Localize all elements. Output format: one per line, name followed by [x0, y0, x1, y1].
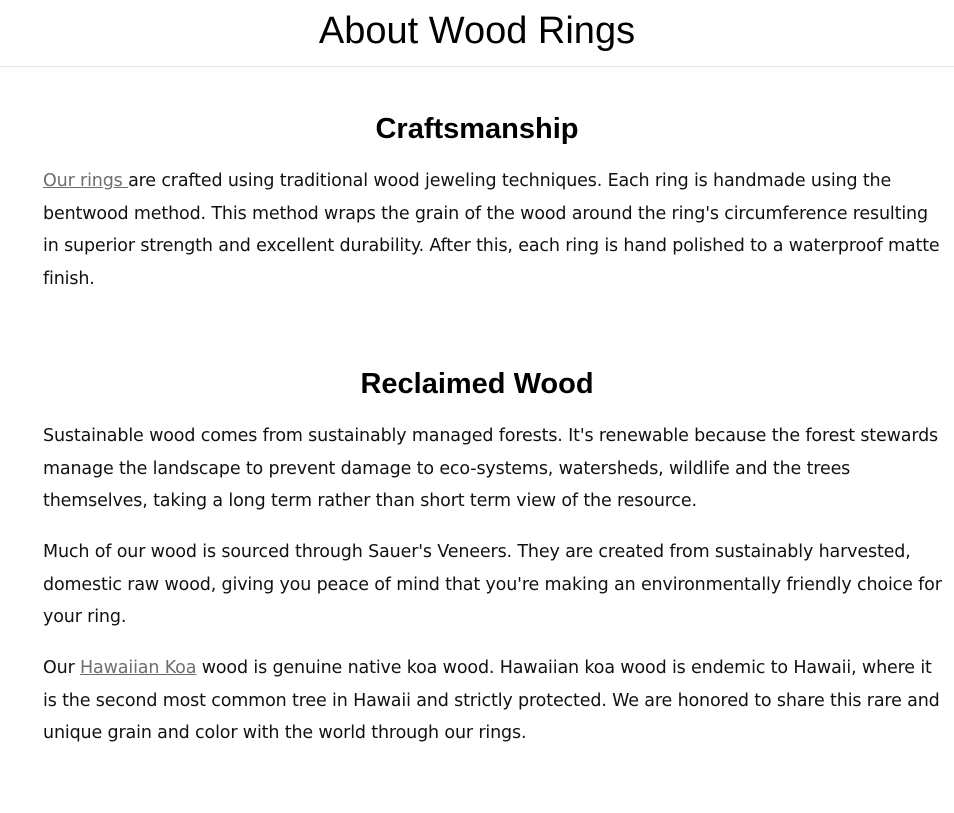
reclaimed-paragraph-3-prefix: Our	[43, 658, 81, 678]
reclaimed-wood-heading: Reclaimed Wood	[360, 368, 594, 400]
craftsmanship-paragraph-text: are crafted using traditional wood jeweling techniques. Each ring is handmade using the bentwood method. This method wraps the grain of the wood around the ring's circumference resulting in superior strength and excellent durability. After this, each ring is hand polished to a waterproof matte finish.	[43, 171, 940, 289]
hawaiian-koa-link[interactable]: Hawaiian Koa	[80, 658, 197, 678]
page-header	[0, 0, 954, 67]
reclaimed-paragraph-2: Much of our wood is sourced through Sauer's Veneers. They are created from sustainably harvested, domestic raw wood, giving you peace of mind that you're making an environmentally friendly choice for your ring.	[43, 542, 942, 627]
reclaimed-paragraph-3	[43, 652, 948, 750]
page-title: About Wood Rings	[318, 10, 636, 52]
our-rings-link[interactable]: Our rings	[43, 171, 129, 191]
reclaimed-paragraph-3-text: wood is genuine native koa wood. Hawaiian koa wood is endemic to Hawaii, where it is the second most common tree in Hawaii and strictly protected. We are honored to share this rare and unique grain and color with the world through our rings.	[43, 658, 940, 743]
reclaimed-paragraph-1: Sustainable wood comes from sustainably managed forests. It's renewable because the forest stewards manage the landscape to prevent damage to eco-systems, watersheds, wildlife and the trees themselves, taking a long term rather than short term view of the resource.	[43, 426, 939, 511]
craftsmanship-heading: Craftsmanship	[375, 113, 579, 145]
craftsmanship-paragraph	[43, 165, 948, 295]
main-content	[0, 67, 954, 813]
